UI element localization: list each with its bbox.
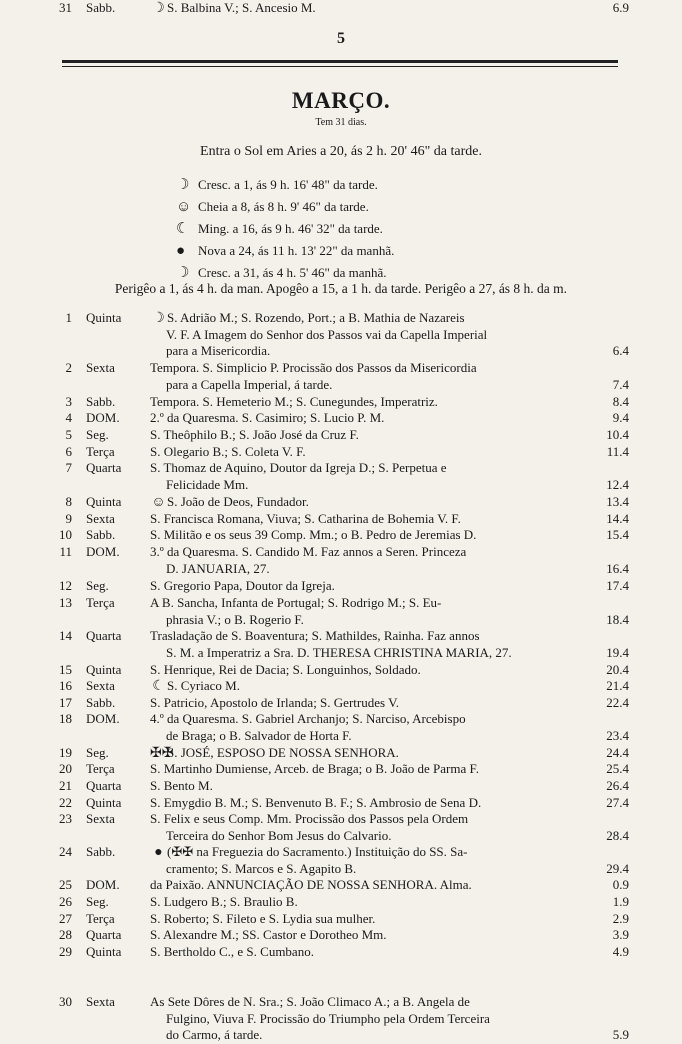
entry-line-text: S. Alexandre M.; SS. Castor e Dorotheo Mm. — [150, 927, 387, 942]
entry-weekday: Quinta — [86, 795, 122, 810]
entry-line-text: S. Olegario B.; S. Coleta V. F. — [150, 444, 306, 459]
entry-weekday: Sabb. — [86, 695, 116, 710]
entry-line-text: V. F. A Imagem do Senhor dos Passos vai da Capella Imperial — [166, 326, 488, 342]
entry-text — [150, 894, 572, 911]
entry-weekday: Seg. — [86, 894, 109, 909]
entry-text — [150, 778, 572, 795]
entry-line — [150, 377, 572, 394]
entry-moon-age: 2.9 — [612, 911, 629, 926]
entry-line — [150, 894, 572, 911]
entry-weekday: DOM. — [86, 711, 120, 726]
entry-text — [150, 511, 572, 528]
entry-line-text: S. M. a Imperatriz a Sra. D. THERESA CHRISTINA MARIA, 27. — [166, 644, 512, 660]
perigee-apogee-line: Perigêo a 1, ás 4 h. da man. Apogêo a 15, a 1 h. da tarde. Perigêo a 27, ás 8 h. da m. — [114, 281, 568, 296]
days-count: Tem 31 dias. — [315, 117, 367, 128]
entry-weekday: Quinta — [86, 494, 122, 509]
entry-text — [150, 761, 572, 778]
entry-weekday: Sexta — [86, 511, 115, 526]
entry-moon-age: 14.4 — [606, 511, 629, 526]
entry-text — [150, 578, 572, 595]
moon-phase-text: Cresc. a 31, ás 4 h. 5' 46" da manhã. — [198, 265, 387, 280]
entry-text — [150, 0, 572, 17]
entry-symbol-icon: ☽ — [152, 1, 165, 16]
entry-line — [150, 394, 572, 411]
entry-text — [150, 678, 572, 695]
entry-line — [150, 861, 572, 878]
entry-line-text: Felicidade Mm. — [166, 476, 249, 492]
entry-line-text: S. Henrique, Rei de Dacia; S. Longuinhos, Soldado. — [150, 662, 421, 677]
entry-text — [150, 811, 572, 844]
entry-symbol-icon: ☽ — [152, 311, 165, 326]
last-quarter-moon-icon: ☾ — [176, 221, 190, 237]
entry-weekday: Sabb. — [86, 0, 116, 15]
entry-text — [150, 494, 572, 511]
entry-weekday: Terça — [86, 595, 115, 610]
entry-moon-age: 6.9 — [612, 0, 629, 15]
entry-line-text: S. Militão e os seus 39 Comp. Mm.; o B. Pedro de Jeremias D. — [150, 527, 477, 542]
entry-weekday: Sexta — [86, 811, 115, 826]
entry-day: 18 — [59, 711, 72, 726]
entry-day: 1 — [65, 310, 72, 325]
entry-line-text: de Braga; o B. Salvador de Horta F. — [166, 727, 352, 743]
entry-line — [150, 1027, 572, 1044]
entry-line — [150, 544, 572, 561]
entry-text — [150, 795, 572, 812]
entry-moon-age: 4.9 — [612, 944, 629, 959]
entry-moon-age: 27.4 — [606, 795, 629, 810]
entry-text — [150, 310, 572, 360]
entry-moon-age: 16.4 — [606, 560, 629, 576]
entry-day: 20 — [59, 761, 72, 776]
entry-line — [150, 343, 572, 360]
entry-text — [150, 877, 572, 894]
first-quarter-moon-icon: ☽ — [176, 265, 190, 281]
entry-text — [150, 410, 572, 427]
entry-weekday: Sexta — [86, 994, 115, 1009]
entry-day: 13 — [59, 595, 72, 610]
entry-weekday: Terça — [86, 911, 115, 926]
entry-moon-age: 22.4 — [606, 695, 629, 710]
moon-phase-text: Cheia a 8, ás 8 h. 9' 46" da tarde. — [198, 199, 369, 214]
entry-day: 4 — [65, 410, 72, 425]
entry-line-text: 4.º da Quaresma. S. Gabriel Archanjo; S. Narciso, Arcebispo — [150, 711, 466, 726]
entry-symbol-icon: ● — [154, 845, 163, 860]
entry-line — [150, 310, 572, 327]
entry-text — [150, 844, 572, 877]
entry-line-text: do Carmo, á tarde. — [166, 1027, 263, 1043]
entry-line-text: phrasia V.; o B. Rogerio F. — [166, 611, 304, 627]
entry-line-text: para a Misericordia. — [166, 343, 271, 359]
entry-line — [150, 761, 572, 778]
entry-day: 11 — [59, 544, 72, 559]
entry-line-text: S. JOSÉ, ESPOSO DE NOSSA SENHORA. — [167, 745, 399, 760]
entry-line — [150, 360, 572, 377]
entry-line — [150, 1011, 572, 1028]
entry-day: 9 — [65, 511, 72, 526]
entry-text — [150, 394, 572, 411]
entry-text — [150, 662, 572, 679]
entry-weekday: Sabb. — [86, 527, 116, 542]
entry-day: 22 — [59, 795, 72, 810]
sun-entry: Entra o Sol em Aries a 20, ás 2 h. 20' 46" da tarde. — [200, 144, 482, 159]
entry-text — [150, 944, 572, 961]
entry-weekday: Seg. — [86, 745, 109, 760]
entry-weekday: Seg. — [86, 578, 109, 593]
entry-line — [150, 927, 572, 944]
entry-line — [150, 678, 572, 695]
entry-line-text: S. Theôphilo B.; S. João José da Cruz F. — [150, 427, 359, 442]
moon-phase — [176, 196, 394, 218]
entry-line — [150, 0, 572, 17]
entry-line-text: S. Balbina V.; S. Ancesio M. — [167, 0, 316, 15]
entry-line-text: S. Thomaz de Aquino, Doutor da Igreja D.; S. Perpetua e — [150, 460, 447, 475]
entry-line-text: S. Martinho Dumiense, Arceb. de Braga; o B. João de Parma F. — [150, 761, 479, 776]
entry-moon-age: 21.4 — [606, 678, 629, 693]
entry-weekday: Quarta — [86, 927, 122, 942]
entry-symbol-icon: ☾ — [152, 679, 165, 694]
entry-text — [150, 911, 572, 928]
entry-line-text: S. Emygdio B. M.; S. Benvenuto B. F.; S. Ambrosio de Sena D. — [150, 795, 482, 810]
moon-phase — [176, 218, 394, 240]
entry-line-text: 2.º da Quaresma. S. Casimiro; S. Lucio P. M. — [150, 410, 385, 425]
moon-phase-text: Cresc. a 1, ás 9 h. 16' 48" da tarde. — [198, 177, 378, 192]
entry-text — [150, 527, 572, 544]
entry-moon-age: 9.4 — [612, 410, 629, 425]
header-rule-thick — [62, 60, 618, 63]
moon-phases — [176, 174, 394, 284]
entry-line — [150, 877, 572, 894]
entry-text — [150, 711, 572, 744]
entry-day: 8 — [65, 494, 72, 509]
entry-moon-age: 19.4 — [606, 644, 629, 660]
moon-phase — [176, 174, 394, 196]
entry-line-text: S. Patricio, Apostolo de Irlanda; S. Gertrudes V. — [150, 695, 400, 710]
entry-line-text: Tempora. S. Simplicio P. Procissão dos Passos da Misericordia — [150, 360, 477, 375]
moon-phase — [176, 240, 394, 262]
entry-day: 30 — [59, 994, 72, 1009]
entry-day: 10 — [59, 527, 72, 542]
entry-line — [150, 844, 572, 861]
entry-line-text: S. Roberto; S. Fileto e S. Lydia sua mulher. — [150, 911, 376, 926]
entry-line-text: Tempora. S. Hemeterio M.; S. Cunegundes, Imperatriz. — [150, 394, 438, 409]
entry-line — [150, 911, 572, 928]
entry-text — [150, 927, 572, 944]
entry-moon-age: 1.9 — [612, 894, 629, 909]
entry-day: 19 — [59, 745, 72, 760]
entry-line-text: Terceira do Senhor Bom Jesus do Calvario. — [166, 827, 392, 843]
entry-line — [150, 645, 572, 662]
entry-line — [150, 494, 572, 511]
entry-moon-age: 11.4 — [606, 444, 629, 459]
entry-line-text: S. Bertholdo C., e S. Cumbano. — [150, 944, 314, 959]
entry-moon-age: 10.4 — [606, 427, 629, 442]
entry-line — [150, 711, 572, 728]
entry-weekday: Quarta — [86, 778, 122, 793]
entry-day: 25 — [59, 877, 72, 892]
entry-moon-age: 26.4 — [606, 778, 629, 793]
first-quarter-moon-icon: ☽ — [176, 177, 190, 193]
entry-text — [150, 360, 572, 393]
entry-moon-age: 13.4 — [606, 494, 629, 509]
entry-moon-age: 8.4 — [612, 394, 629, 409]
entry-line-text: 3.º da Quaresma. S. Candido M. Faz annos a Seren. Princeza — [150, 544, 467, 559]
entry-line-text: S. Adrião M.; S. Rozendo, Port.; a B. Mathia de Nazareis — [167, 310, 465, 325]
entry-day: 17 — [59, 695, 72, 710]
entry-line-text: (✠✠ na Freguezia do Sacramento.) Instituição do SS. Sa- — [167, 844, 468, 859]
entry-text — [150, 628, 572, 661]
entry-weekday: Quinta — [86, 310, 122, 325]
entry-day: 29 — [59, 944, 72, 959]
entry-weekday: Sabb. — [86, 844, 116, 859]
entry-moon-age: 5.9 — [612, 1027, 629, 1043]
entry-moon-age: 17.4 — [606, 578, 629, 593]
entry-day: 26 — [59, 894, 72, 909]
entry-line — [150, 460, 572, 477]
entry-weekday: Seg. — [86, 427, 109, 442]
entry-day: 6 — [65, 444, 72, 459]
entry-line-text: S. João de Deos, Fundador. — [167, 494, 309, 509]
entry-line-text: S. Gregorio Papa, Doutor da Igreja. — [150, 578, 335, 593]
entry-text — [150, 460, 572, 493]
entry-line — [150, 944, 572, 961]
entry-line — [150, 795, 572, 812]
entry-line-text: S. Bento M. — [150, 778, 213, 793]
entry-text — [150, 544, 572, 577]
entry-symbol-icon: ☺ — [151, 495, 166, 510]
entry-line — [150, 327, 572, 344]
entry-weekday: Sexta — [86, 678, 115, 693]
entry-text — [150, 444, 572, 461]
entry-line — [150, 561, 572, 578]
entry-day: 12 — [59, 578, 72, 593]
entry-line — [150, 745, 572, 762]
entry-line — [150, 477, 572, 494]
full-moon-icon: ☺ — [176, 199, 192, 215]
entry-line-text: As Sete Dôres de N. Sra.; S. João Climaco A.; a B. Angela de — [150, 994, 470, 1009]
entry-line — [150, 728, 572, 745]
entry-line-text: cramento; S. Marcos e S. Agapito B. — [166, 860, 357, 876]
header-rule-thin — [62, 66, 618, 67]
entry-line — [150, 427, 572, 444]
entry-line-text: para a Capella Imperial, á tarde. — [166, 376, 333, 392]
entry-line — [150, 828, 572, 845]
entry-line — [150, 612, 572, 629]
entry-line — [150, 444, 572, 461]
entry-text — [150, 695, 572, 712]
entry-day: 23 — [59, 811, 72, 826]
entry-line-text: S. Cyriaco M. — [167, 678, 240, 693]
entry-text — [150, 595, 572, 628]
entry-day: 31 — [59, 0, 72, 15]
moon-phase-text: Nova a 24, ás 11 h. 13' 22" da manhã. — [198, 243, 395, 258]
entry-line — [150, 527, 572, 544]
entry-weekday: DOM. — [86, 544, 120, 559]
entry-moon-age: 0.9 — [612, 877, 629, 892]
entry-line — [150, 994, 572, 1011]
entry-moon-age: 7.4 — [612, 376, 629, 392]
entry-line — [150, 578, 572, 595]
entry-moon-age: 23.4 — [606, 727, 629, 743]
entry-weekday: Terça — [86, 761, 115, 776]
entry-moon-age: 20.4 — [606, 662, 629, 677]
entry-line-text: Fulgino, Viuva F. Procissão do Triumpho pela Ordem Terceira — [166, 1010, 490, 1026]
entry-weekday: Quarta — [86, 628, 122, 643]
entry-line-text: S. Francisca Romana, Viuva; S. Catharina de Bohemia V. F. — [150, 511, 461, 526]
entry-line — [150, 511, 572, 528]
entry-text — [150, 994, 572, 1044]
entry-day: 5 — [65, 427, 72, 442]
entry-weekday: DOM. — [86, 410, 120, 425]
entry-line-text: Trasladação de S. Boaventura; S. Mathildes, Rainha. Faz annos — [150, 628, 480, 643]
entry-weekday: Terça — [86, 444, 115, 459]
entry-moon-age: 12.4 — [606, 476, 629, 492]
entry-weekday: Sabb. — [86, 394, 116, 409]
entry-line — [150, 410, 572, 427]
entry-day: 24 — [59, 844, 72, 859]
entry-line-text: D. JANUARIA, 27. — [166, 560, 270, 576]
entry-line-text: S. Felix e seus Comp. Mm. Procissão dos Passos pela Ordem — [150, 811, 469, 826]
entry-line — [150, 662, 572, 679]
entry-day: 21 — [59, 778, 72, 793]
entry-line — [150, 811, 572, 828]
entry-day: 14 — [59, 628, 72, 643]
entry-line — [150, 628, 572, 645]
entry-day: 15 — [59, 662, 72, 677]
entry-moon-age: 29.4 — [606, 860, 629, 876]
entry-weekday: DOM. — [86, 877, 120, 892]
entry-day: 2 — [65, 360, 72, 375]
entry-moon-age: 3.9 — [612, 927, 629, 942]
entry-line — [150, 778, 572, 795]
entry-line-text: A B. Sancha, Infanta de Portugal; S. Rodrigo M.; S. Eu- — [150, 595, 442, 610]
entry-moon-age: 24.4 — [606, 745, 629, 760]
entry-text — [150, 745, 572, 762]
new-moon-icon: ● — [176, 243, 186, 259]
entry-moon-age: 15.4 — [606, 527, 629, 542]
entry-day: 27 — [59, 911, 72, 926]
entry-day: 3 — [65, 394, 72, 409]
entry-symbol-icon: ✠✠ — [150, 746, 174, 761]
entry-line-text: S. Ludgero B.; S. Braulio B. — [150, 894, 298, 909]
entry-day: 16 — [59, 678, 72, 693]
entry-line-text: da Paixão. ANNUNCIAÇÃO DE NOSSA SENHORA. Alma. — [150, 877, 472, 892]
entry-line — [150, 595, 572, 612]
entry-weekday: Sexta — [86, 360, 115, 375]
entry-weekday: Quinta — [86, 662, 122, 677]
entry-weekday: Quinta — [86, 944, 122, 959]
entry-moon-age: 25.4 — [606, 761, 629, 776]
entry-moon-age: 6.4 — [612, 343, 629, 359]
entry-moon-age: 18.4 — [606, 611, 629, 627]
entry-weekday: Quarta — [86, 460, 122, 475]
entry-line — [150, 695, 572, 712]
month-title: MARÇO. — [291, 88, 391, 113]
entry-moon-age: 28.4 — [606, 827, 629, 843]
entry-day: 28 — [59, 927, 72, 942]
page-number: 5 — [337, 30, 345, 47]
entry-text — [150, 427, 572, 444]
entry-day: 7 — [65, 460, 72, 475]
moon-phase-text: Ming. a 16, ás 9 h. 46' 32" da tarde. — [198, 221, 383, 236]
